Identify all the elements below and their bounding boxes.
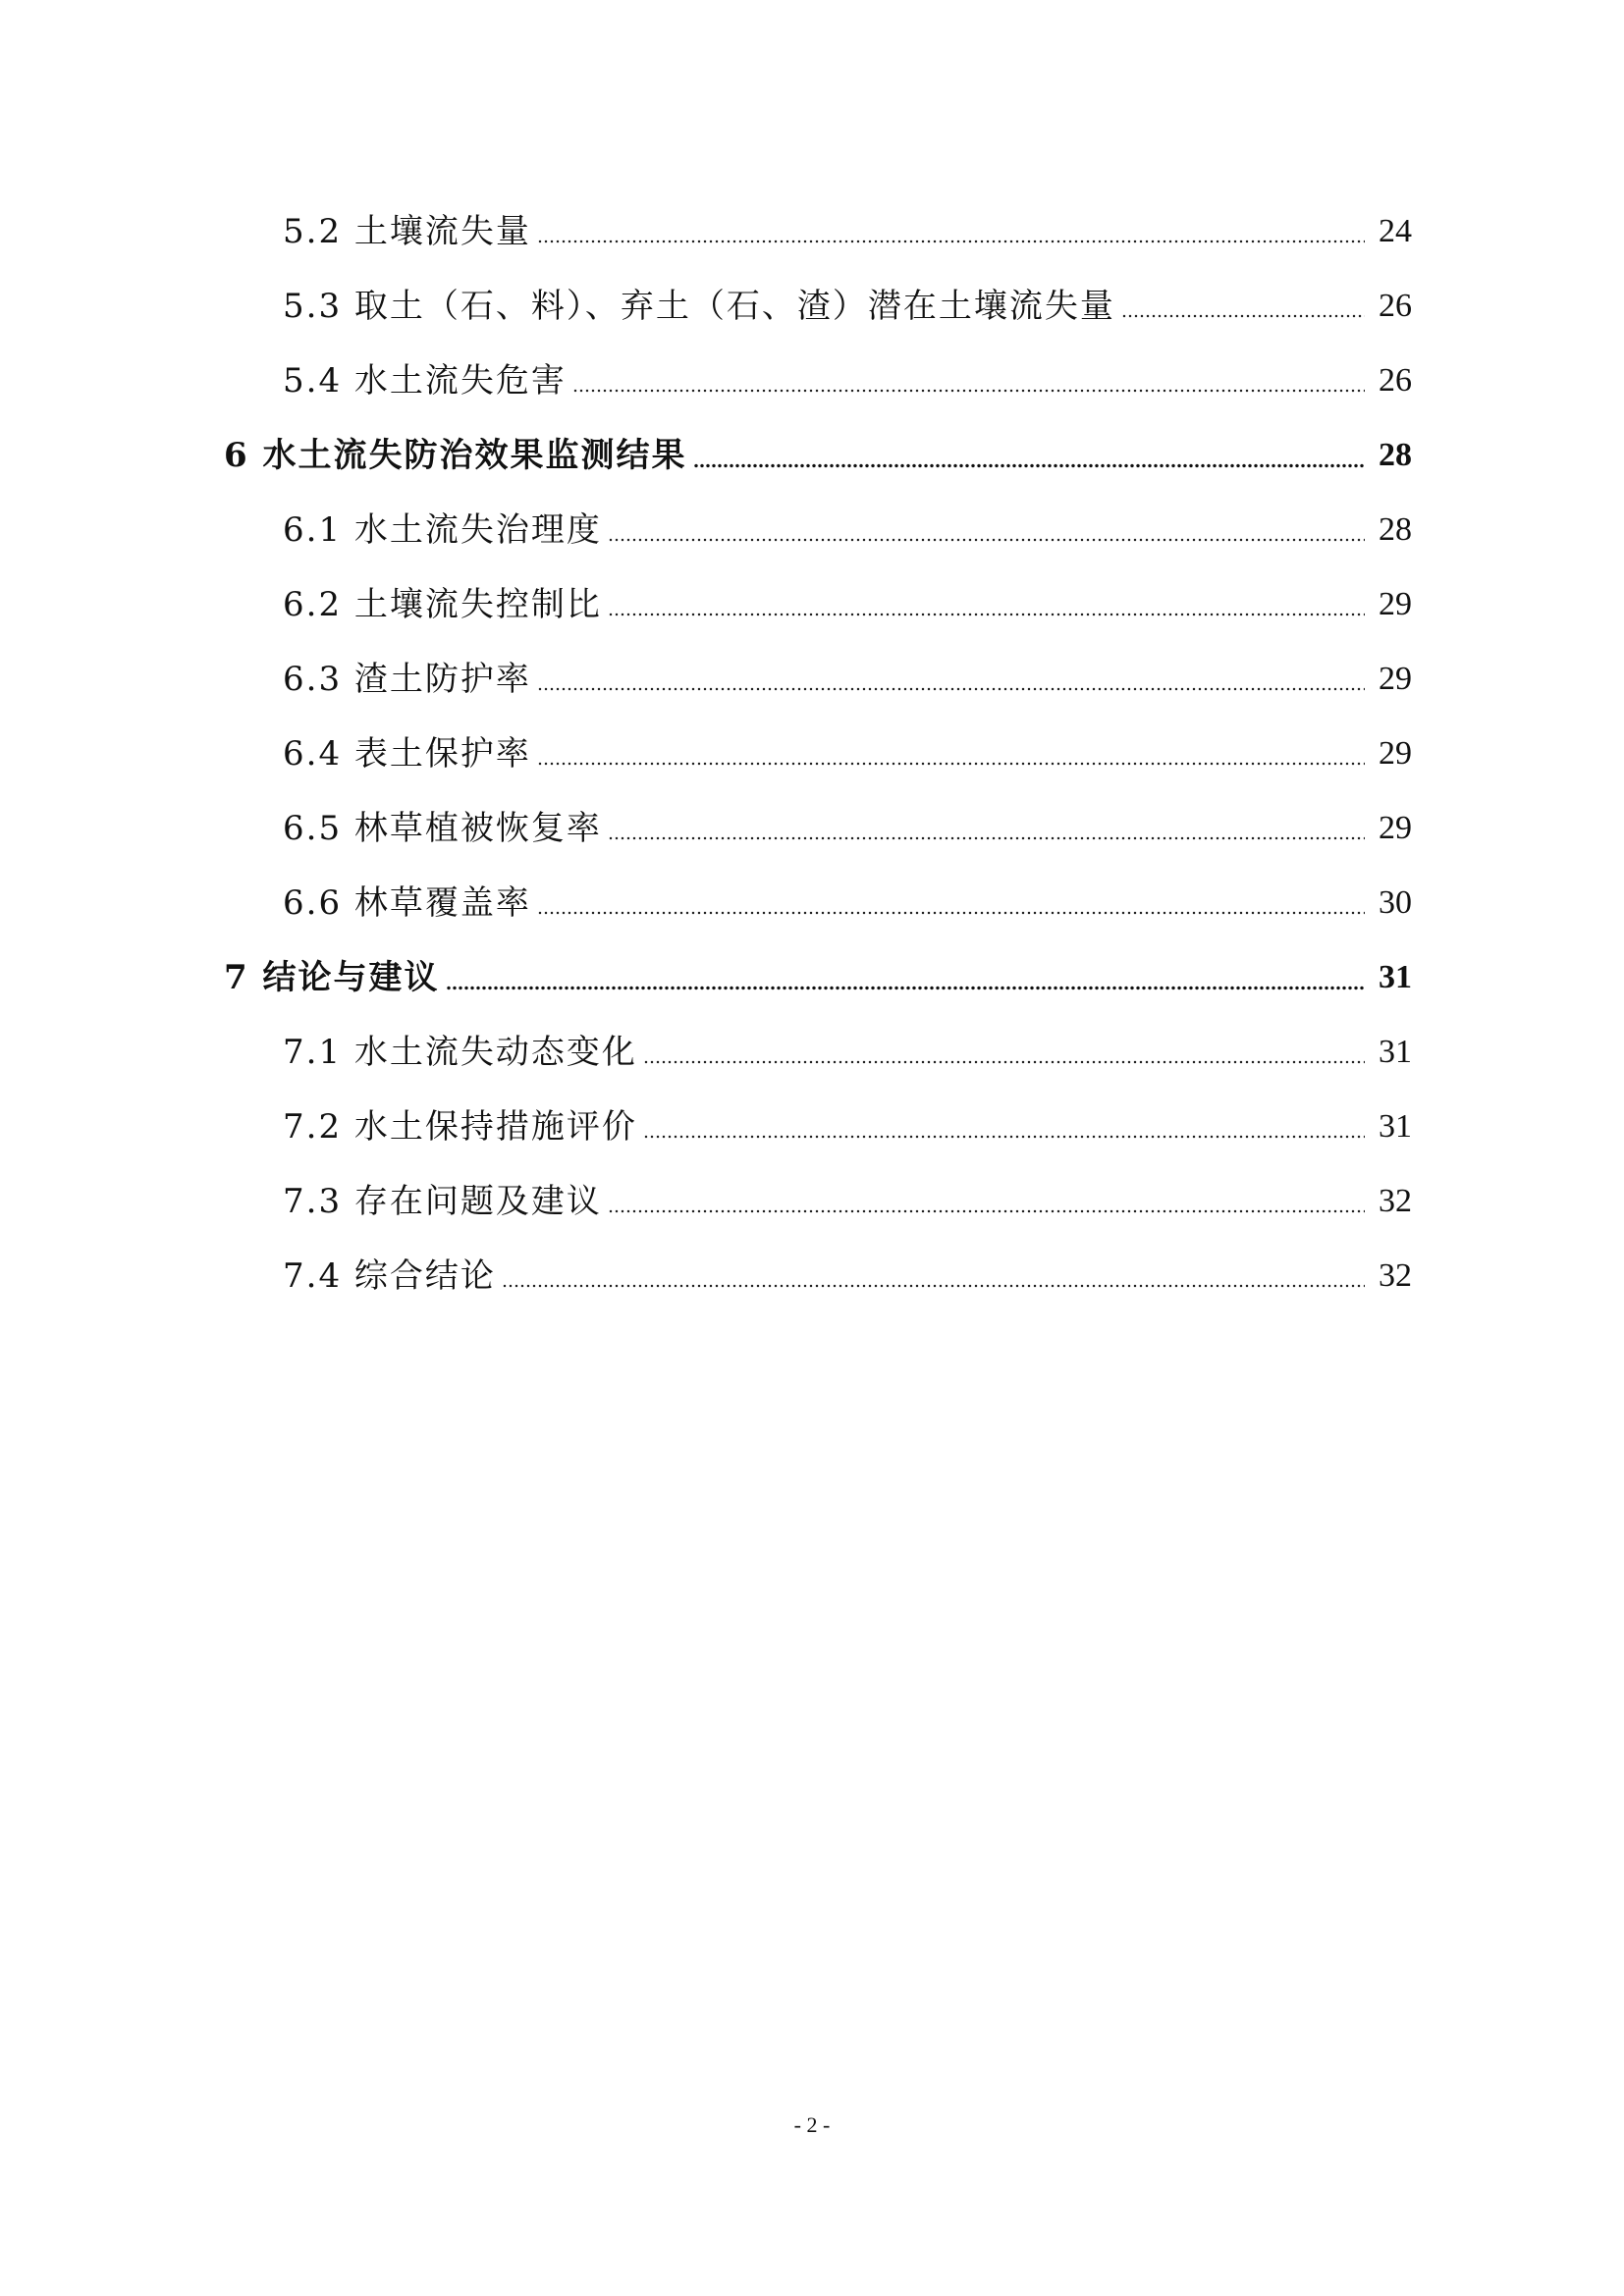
toc-entry-label: 7.4 综合结论 [283,1256,496,1296]
toc-entry-label: 6.5 林草植被恢复率 [283,809,602,848]
toc-dot-leader [608,538,1365,542]
toc-entry-page: 31 [1379,1034,1412,1070]
toc-entry-page: 29 [1379,661,1412,697]
table-of-contents [224,194,1412,1313]
toc-dot-leader [537,762,1365,766]
toc-entry-page: 24 [1379,213,1412,249]
toc-entry-label: 6.6 林草覆盖率 [283,883,531,923]
toc-dot-leader [446,986,1366,990]
toc-entry-label: 5.3 取土（石、料）、弃土（石、渣）潜在土壤流失量 [283,287,1115,326]
toc-entry-page: 32 [1379,1183,1412,1219]
toc-entry-6-2[interactable] [224,567,1412,642]
toc-dot-leader [643,1135,1365,1139]
toc-entry-page: 26 [1379,288,1412,324]
toc-entry-5-3[interactable] [224,269,1412,344]
toc-chapter-page: 28 [1379,437,1412,473]
toc-entry-page: 29 [1379,810,1412,846]
toc-entry-label: 6.3 渣土防护率 [283,660,531,699]
toc-entry-7-4[interactable] [224,1239,1412,1313]
toc-entry-6-5[interactable] [224,791,1412,866]
toc-entry-page: 31 [1379,1108,1412,1145]
toc-chapter-7[interactable] [224,940,1412,1015]
toc-entry-label: 7.1 水土流失动态变化 [283,1033,637,1072]
toc-entry-label: 5.2 土壤流失量 [283,212,531,251]
toc-entry-6-6[interactable] [224,866,1412,940]
toc-entry-page: 30 [1379,884,1412,921]
toc-dot-leader [537,687,1365,691]
toc-dot-leader [608,1209,1365,1213]
toc-chapter-6[interactable] [224,418,1412,493]
toc-dot-leader [608,613,1365,616]
toc-entry-label: 6.2 土壤流失控制比 [283,585,602,624]
toc-entry-label: 7.2 水土保持措施评价 [283,1107,637,1147]
toc-dot-leader [572,389,1365,393]
toc-entry-label: 6.4 表土保护率 [283,734,531,774]
toc-entry-page: 29 [1379,735,1412,772]
toc-entry-7-1[interactable] [224,1015,1412,1090]
toc-entry-6-4[interactable] [224,717,1412,791]
toc-entry-label: 6.1 水土流失治理度 [283,510,602,550]
toc-entry-page: 28 [1379,511,1412,548]
toc-dot-leader [502,1284,1365,1288]
toc-entry-6-3[interactable] [224,642,1412,717]
toc-entry-page: 29 [1379,586,1412,622]
toc-entry-7-3[interactable] [224,1164,1412,1239]
toc-chapter-page: 31 [1379,959,1412,995]
toc-chapter-label: 6 水土流失防治效果监测结果 [224,436,687,475]
toc-dot-leader [537,911,1365,915]
toc-entry-6-1[interactable] [224,493,1412,567]
toc-entry-page: 32 [1379,1257,1412,1294]
toc-dot-leader [537,240,1365,243]
toc-entry-5-4[interactable] [224,344,1412,418]
toc-dot-leader [693,463,1366,468]
toc-dot-leader [1121,314,1365,318]
toc-dot-leader [643,1060,1365,1064]
page-number-footer: - 2 - [793,2112,831,2137]
toc-entry-page: 26 [1379,362,1412,399]
toc-dot-leader [608,836,1365,840]
toc-entry-7-2[interactable] [224,1090,1412,1164]
toc-entry-label: 5.4 水土流失危害 [283,361,567,400]
toc-entry-5-2[interactable] [224,194,1412,269]
toc-chapter-label: 7 结论与建议 [224,958,440,997]
toc-entry-label: 7.3 存在问题及建议 [283,1182,602,1221]
